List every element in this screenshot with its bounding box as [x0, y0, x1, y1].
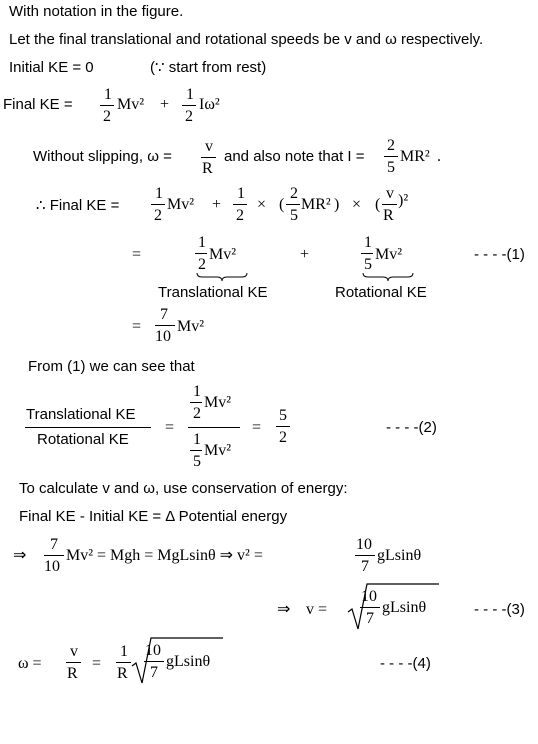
from-eq1-line: From (1) we can see that [28, 358, 195, 375]
energy-balance-line: Final KE - Initial KE = Δ Potential energy [19, 508, 288, 525]
frac-num: 1 [193, 431, 201, 448]
frac-num: 1 [193, 383, 201, 400]
energy-equation: Mv² = Mgh = MgLsinθ ⇒ v² = [66, 547, 263, 564]
frac-den: 7 [150, 664, 158, 681]
gl-sin-term: gLsinθ [382, 599, 427, 616]
frac-den: 2 [185, 108, 193, 125]
frac-den: 2 [198, 256, 206, 273]
frac-den: 2 [193, 405, 201, 422]
frac-den: 2 [103, 108, 111, 125]
frac-den: 2 [154, 207, 162, 224]
frac-bar [190, 402, 202, 403]
equals-sign: = [92, 655, 102, 672]
intro-line: With notation in the figure. [9, 3, 184, 20]
frac-den: R [383, 207, 394, 224]
frac-den: 10 [155, 328, 171, 345]
frac-den: 10 [44, 558, 60, 575]
ratio-numerator: Translational KE [26, 406, 136, 423]
final-ke-label: Final KE = [3, 96, 73, 113]
gl-sin-term: gLsinθ [377, 547, 422, 564]
plus-sign: + [212, 196, 222, 213]
equals-sign: = [132, 318, 142, 335]
frac-num: v [70, 643, 78, 660]
frac-num: v [386, 185, 394, 202]
times-sign: × [352, 196, 362, 213]
times-sign: × [257, 196, 267, 213]
frac-bar [155, 325, 175, 326]
frac-bar [66, 662, 81, 663]
frac-num: 1 [364, 234, 372, 251]
v-equals: v = [306, 601, 328, 618]
frac-num: 7 [50, 536, 58, 553]
implies-arrow: ⇒ [277, 601, 291, 618]
frac-bar [100, 105, 114, 106]
mr2-term: MR² [400, 148, 430, 165]
frac-den: 5 [290, 207, 298, 224]
frac-bar [382, 204, 397, 205]
assumption-line: Let the final translational and rotational speeds be v and ω respectively. [9, 31, 484, 48]
slip-condition-label: Without slipping, ω = [33, 148, 172, 165]
frac-bar [151, 204, 165, 205]
frac-den: 7 [361, 558, 369, 575]
equals-sign: = [252, 419, 262, 436]
ratio-bar [188, 427, 240, 428]
omega-equals: ω = [18, 655, 42, 672]
energy-conservation-line: To calculate v and ω, use conservation of energy: [19, 480, 348, 497]
gl-sin-term: gLsinθ [166, 653, 211, 670]
frac-num: 7 [160, 306, 168, 323]
paren-open: ( [375, 196, 381, 213]
frac-num: 5 [279, 407, 287, 424]
ratio-bar [25, 427, 151, 428]
equation-number-3: - - - -(3) [474, 601, 525, 618]
frac-num: 1 [198, 234, 206, 251]
frac-bar [144, 661, 164, 662]
underbrace-rotational [362, 272, 414, 282]
implies-arrow: ⇒ [13, 547, 27, 564]
frac-den: R [67, 665, 78, 682]
mv2-term: Mv² [209, 246, 237, 263]
plus-sign: + [160, 96, 170, 113]
frac-den: 5 [193, 453, 201, 470]
frac-num: 10 [356, 536, 372, 553]
mv2-term: Mv² [167, 196, 195, 213]
paren-close: ) [334, 196, 340, 213]
frac-bar [116, 662, 131, 663]
equation-number-1: - - - -(1) [474, 246, 525, 263]
frac-bar [182, 105, 196, 106]
frac-den: 7 [366, 610, 374, 627]
frac-den: 5 [364, 256, 372, 273]
rotational-ke-caption: Rotational KE [335, 284, 427, 301]
mv2-term: Mv² [204, 394, 232, 411]
initial-ke-note: (∵ start from rest) [150, 59, 267, 76]
frac-bar [361, 253, 373, 254]
frac-num: 1 [186, 86, 194, 103]
frac-num: 1 [120, 643, 128, 660]
frac-num: 10 [361, 588, 377, 605]
frac-num: 10 [145, 642, 161, 659]
frac-num: 1 [104, 86, 112, 103]
frac-bar [233, 204, 247, 205]
mr2-paren-term: MR² [301, 196, 331, 213]
frac-den: R [117, 665, 128, 682]
frac-bar [384, 156, 398, 157]
frac-bar [360, 607, 380, 608]
equation-number-4: - - - -(4) [380, 655, 431, 672]
initial-ke-line: Initial KE = 0 [9, 59, 94, 76]
inertia-note-label: and also note that I = [224, 148, 365, 165]
paren-close-squared: )² [398, 192, 409, 209]
frac-num: v [205, 138, 213, 155]
frac-den: 2 [279, 429, 287, 446]
equation-number-2: - - - -(2) [386, 419, 437, 436]
underbrace-translational [196, 272, 248, 282]
mv2-term: Mv² [117, 96, 145, 113]
paren-open: ( [279, 196, 285, 213]
frac-num: 1 [237, 185, 245, 202]
frac-bar [201, 157, 216, 158]
mv2-term: Mv² [204, 442, 232, 459]
frac-bar [355, 555, 375, 556]
frac-bar [276, 426, 290, 427]
therefore-final-ke-label: ∴ Final KE = [36, 197, 120, 214]
frac-bar [195, 253, 207, 254]
mv2-term: Mv² [375, 246, 403, 263]
iw2-term: Iω² [199, 96, 220, 113]
translational-ke-caption: Translational KE [158, 284, 268, 301]
frac-den: 2 [236, 207, 244, 224]
equals-sign: = [165, 419, 175, 436]
frac-bar [286, 204, 300, 205]
frac-num: 2 [290, 185, 298, 202]
plus-sign: + [300, 246, 310, 263]
equals-sign: = [132, 246, 142, 263]
frac-num: 2 [387, 137, 395, 154]
frac-den: 5 [387, 159, 395, 176]
mv2-term: Mv² [177, 318, 205, 335]
frac-bar [190, 450, 202, 451]
frac-num: 1 [155, 185, 163, 202]
frac-bar [44, 555, 64, 556]
ratio-denominator: Rotational KE [37, 431, 129, 448]
period: . [437, 148, 441, 165]
frac-den: R [202, 160, 213, 177]
